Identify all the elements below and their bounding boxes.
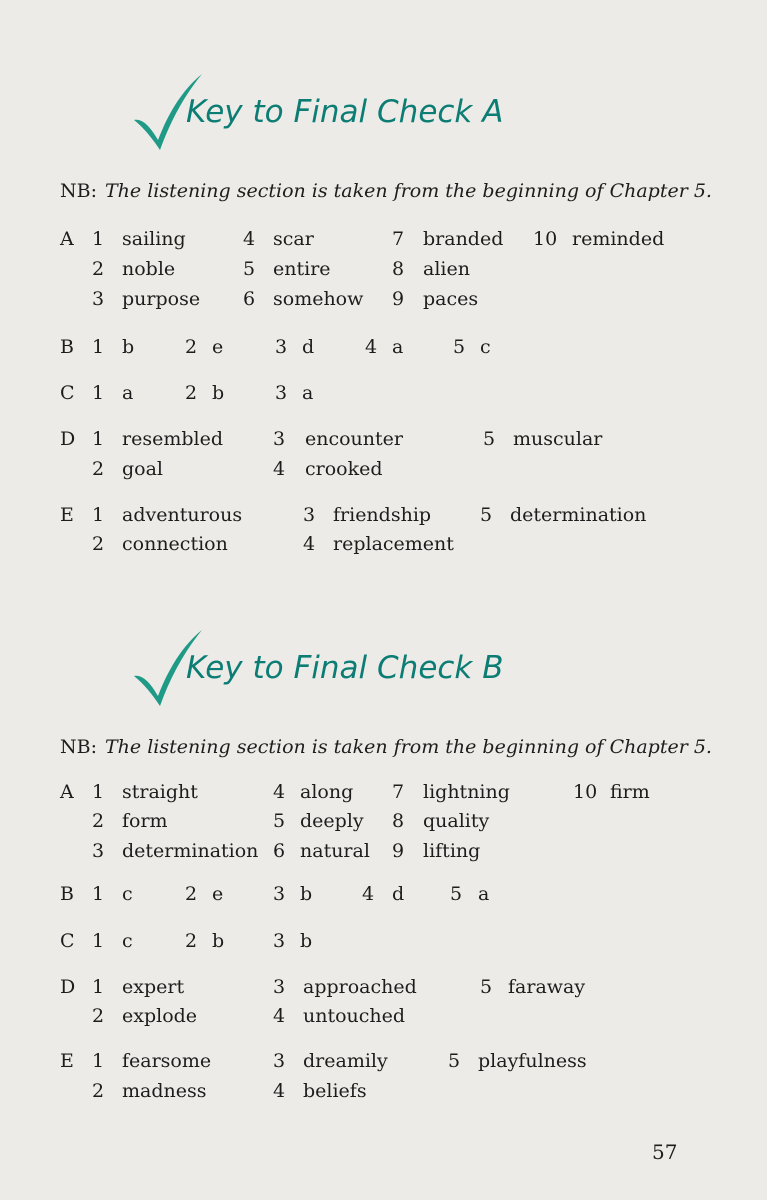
section-a-heading	[130, 72, 650, 152]
item-number: 3	[303, 504, 316, 526]
answer-text: faraway	[508, 976, 586, 998]
answer-text: straight	[122, 781, 198, 803]
item-number: 3	[275, 336, 288, 358]
answer-row	[0, 1005, 767, 1033]
answer-text: beliefs	[303, 1080, 367, 1102]
answer-text: branded	[423, 228, 504, 250]
item-number: 2	[92, 458, 105, 480]
answer-row	[0, 428, 767, 456]
answer-text: playfulness	[478, 1050, 587, 1072]
answer-row	[0, 930, 767, 958]
answer-text: a	[122, 382, 134, 404]
question-label: B	[60, 336, 74, 358]
answer-text: d	[302, 336, 315, 358]
item-number: 8	[392, 258, 405, 280]
answer-text: untouched	[303, 1005, 406, 1027]
answer-text: entire	[273, 258, 331, 280]
question-label: D	[60, 428, 76, 450]
answer-text: fearsome	[122, 1050, 212, 1072]
answer-text: c	[122, 930, 133, 952]
answer-text: a	[478, 883, 490, 905]
answer-row	[0, 810, 767, 838]
page-number: 57	[652, 1140, 678, 1164]
question-label: A	[60, 781, 74, 803]
item-number: 5	[450, 883, 463, 905]
item-number: 1	[92, 428, 105, 450]
question-label: C	[60, 930, 75, 952]
item-number: 5	[480, 504, 493, 526]
item-number: 3	[273, 428, 286, 450]
item-number: 1	[92, 883, 105, 905]
answer-text: a	[392, 336, 404, 358]
answer-text: madness	[122, 1080, 207, 1102]
answer-row	[0, 288, 767, 316]
answer-row	[0, 228, 767, 256]
answer-row	[0, 840, 767, 868]
item-number: 1	[92, 976, 105, 998]
item-number: 5	[453, 336, 466, 358]
answer-text: dreamily	[303, 1050, 388, 1072]
answer-text: e	[212, 883, 224, 905]
item-number: 10	[533, 228, 558, 250]
item-number: 5	[480, 976, 493, 998]
item-number: 4	[303, 533, 316, 555]
answer-text: scar	[273, 228, 314, 250]
item-number: 4	[365, 336, 378, 358]
answer-text: form	[122, 810, 168, 832]
item-number: 5	[243, 258, 256, 280]
answer-text: a	[302, 382, 314, 404]
answer-text: c	[480, 336, 491, 358]
item-number: 1	[92, 1050, 105, 1072]
question-label: D	[60, 976, 76, 998]
answer-text: along	[300, 781, 354, 803]
item-number: 4	[273, 1080, 286, 1102]
item-number: 8	[392, 810, 405, 832]
item-number: 7	[392, 228, 405, 250]
answer-text: natural	[300, 840, 370, 862]
answer-text: quality	[423, 810, 490, 832]
answer-text: determination	[510, 504, 647, 526]
question-label: C	[60, 382, 75, 404]
item-number: 3	[273, 1050, 286, 1072]
item-number: 3	[273, 883, 286, 905]
answer-text: b	[122, 336, 135, 358]
answer-text: c	[122, 883, 133, 905]
answer-row	[0, 458, 767, 486]
section-a-title: Key to Final Check A	[186, 94, 504, 130]
answer-text: muscular	[513, 428, 603, 450]
answer-text: connection	[122, 533, 228, 555]
answer-text: replacement	[333, 533, 454, 555]
item-number: 4	[243, 228, 256, 250]
item-number: 4	[273, 458, 286, 480]
answer-text: paces	[423, 288, 479, 310]
section-b-title: Key to Final Check B	[186, 650, 504, 686]
question-label: E	[60, 1050, 74, 1072]
item-number: 1	[92, 504, 105, 526]
answer-text: b	[300, 883, 313, 905]
item-number: 5	[483, 428, 496, 450]
item-number: 2	[185, 883, 198, 905]
question-label: B	[60, 883, 74, 905]
item-number: 4	[273, 781, 286, 803]
question-label: A	[60, 228, 74, 250]
answer-row	[0, 781, 767, 809]
answer-row	[0, 1050, 767, 1078]
answer-text: deeply	[300, 810, 364, 832]
answer-text: adventurous	[122, 504, 243, 526]
answer-text: sailing	[122, 228, 186, 250]
answer-text: lifting	[423, 840, 481, 862]
item-number: 1	[92, 930, 105, 952]
answer-text: noble	[122, 258, 176, 280]
item-number: 2	[92, 810, 105, 832]
item-number: 7	[392, 781, 405, 803]
item-number: 3	[273, 930, 286, 952]
answer-text: goal	[122, 458, 164, 480]
item-number: 9	[392, 840, 405, 862]
item-number: 2	[185, 336, 198, 358]
item-number: 3	[92, 840, 105, 862]
answer-text: alien	[423, 258, 470, 280]
answer-text: friendship	[333, 504, 432, 526]
answer-row	[0, 976, 767, 1004]
item-number: 4	[273, 1005, 286, 1027]
item-number: 3	[275, 382, 288, 404]
nb-text: The listening section is taken from the beginning of Chapter 5.	[105, 736, 712, 758]
answer-text: firm	[610, 781, 650, 803]
nb-label: NB:	[60, 736, 97, 758]
item-number: 2	[92, 1080, 105, 1102]
question-label: E	[60, 504, 74, 526]
answer-text: b	[212, 382, 225, 404]
item-number: 3	[92, 288, 105, 310]
item-number: 5	[273, 810, 286, 832]
answer-text: resembled	[122, 428, 223, 450]
nb-text: The listening section is taken from the beginning of Chapter 5.	[105, 180, 712, 202]
item-number: 2	[92, 258, 105, 280]
item-number: 1	[92, 336, 105, 358]
answer-text: d	[392, 883, 405, 905]
answer-row	[0, 382, 767, 410]
answer-text: determination	[122, 840, 259, 862]
item-number: 2	[92, 1005, 105, 1027]
item-number: 10	[573, 781, 598, 803]
answer-text: somehow	[273, 288, 364, 310]
item-number: 1	[92, 228, 105, 250]
item-number: 2	[185, 382, 198, 404]
item-number: 1	[92, 781, 105, 803]
answer-text: b	[300, 930, 313, 952]
answer-text: purpose	[122, 288, 201, 310]
item-number: 2	[185, 930, 198, 952]
answer-text: reminded	[572, 228, 665, 250]
item-number: 9	[392, 288, 405, 310]
answer-row	[0, 336, 767, 364]
answer-row	[0, 883, 767, 911]
item-number: 2	[92, 533, 105, 555]
answer-text: encounter	[305, 428, 403, 450]
answer-text: explode	[122, 1005, 198, 1027]
answer-row	[0, 533, 767, 561]
answer-text: lightning	[423, 781, 510, 803]
nb-label: NB:	[60, 180, 97, 202]
item-number: 1	[92, 382, 105, 404]
answer-text: approached	[303, 976, 417, 998]
section-b-note	[60, 736, 712, 758]
answer-row	[0, 1080, 767, 1108]
section-a-note	[60, 180, 712, 202]
item-number: 6	[273, 840, 286, 862]
item-number: 4	[362, 883, 375, 905]
answer-text: crooked	[305, 458, 383, 480]
answer-text: e	[212, 336, 224, 358]
item-number: 5	[448, 1050, 461, 1072]
item-number: 6	[243, 288, 256, 310]
item-number: 3	[273, 976, 286, 998]
answer-row	[0, 504, 767, 532]
answer-row	[0, 258, 767, 286]
section-b-heading	[130, 628, 650, 708]
answer-text: b	[212, 930, 225, 952]
answer-text: expert	[122, 976, 185, 998]
